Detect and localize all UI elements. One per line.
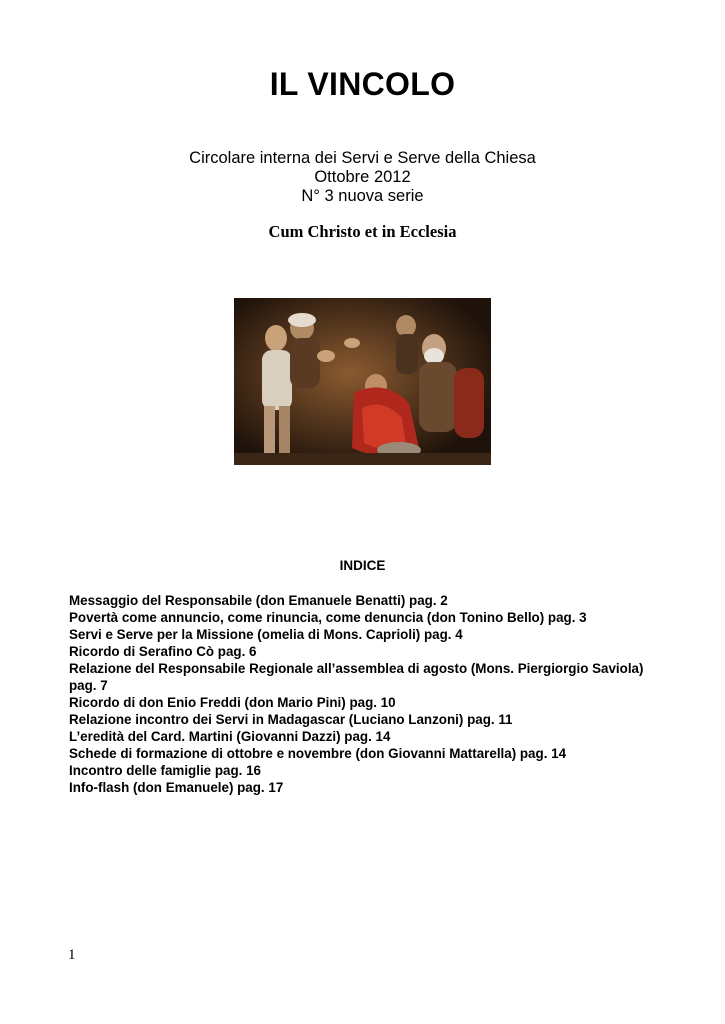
index-item: Relazione incontro dei Servi in Madagascar (Luciano Lanzoni) pag. 11 (69, 712, 513, 727)
index-item: Info-flash (don Emanuele) pag. 17 (69, 780, 284, 795)
motto: Cum Christo et in Ecclesia (268, 222, 457, 241)
document-title: IL VINCOLO (269, 66, 456, 102)
cover-painting (234, 298, 491, 465)
index-item: Ricordo di Serafino Cò pag. 6 (69, 644, 257, 659)
subtitle-line: Circolare interna dei Servi e Serve della Chiesa (189, 149, 536, 167)
index-item: Relazione del Responsabile Regionale all’assemblea di agosto (Mons. Piergiorgio Saviola) pag. 7 (69, 661, 644, 693)
issue-number: N° 3 nuova serie (301, 187, 424, 205)
index-item: Incontro delle famiglie pag. 16 (69, 763, 261, 778)
index-item: Ricordo di don Enio Freddi (don Mario Pini) pag. 10 (69, 695, 396, 710)
index-item: Povertà come annuncio, come rinuncia, come denuncia (don Tonino Bello) pag. 3 (69, 610, 587, 625)
table-of-contents (69, 592, 669, 796)
index-item: Messaggio del Responsabile (don Emanuele Benatti) pag. 2 (69, 593, 448, 608)
painting-image (234, 298, 491, 465)
index-item: Schede di formazione di ottobre e novembre (don Giovanni Mattarella) pag. 14 (69, 746, 567, 761)
index-item: L’eredità del Card. Martini (Giovanni Dazzi) pag. 14 (69, 729, 391, 744)
index-heading: INDICE (339, 558, 386, 573)
index-item: Servi e Serve per la Missione (omelia di Mons. Caprioli) pag. 4 (69, 627, 463, 642)
page-number: 1 (68, 947, 76, 963)
issue-date: Ottobre 2012 (314, 168, 411, 186)
